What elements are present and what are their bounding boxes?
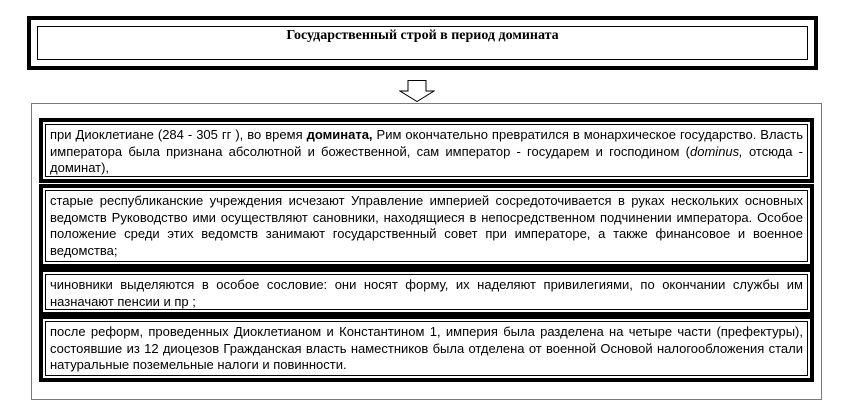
list-item bbox=[39, 315, 814, 382]
list-item bbox=[39, 118, 814, 183]
diagram-title: Государственный строй в период домината bbox=[286, 28, 559, 43]
title-box bbox=[27, 16, 818, 70]
list-item-text: чиновники выделяются в особое сословие: они носят форму, их наделяют привилегиями, по окончании службы им назначают пенсии и пр ; bbox=[45, 274, 808, 310]
emphasis-italic: dominus, bbox=[690, 143, 743, 159]
title-inner-frame bbox=[37, 26, 808, 60]
list-item bbox=[39, 268, 814, 316]
down-arrow-icon bbox=[399, 80, 435, 102]
emphasis-bold: домината, bbox=[306, 127, 373, 142]
list-item bbox=[39, 184, 814, 268]
list-item-text: старые республиканские учреждения исчезают Управление империей сосредоточивается в руках нескольких основных ведомств Руководство ими осуществляют сановники, находящиеся в непосредственном подчинении императора. Особое положение среди этих ведомств занимают государственный совет при императоре, а также финансовое и военное ведомства; bbox=[45, 190, 808, 262]
list-item-text: после реформ, проведенных Диоклетианом и Константином 1, империя была разделена на четыре части (префектуры), состоявшие из 12 диоцезов Гражданская власть наместников была отделена от военной Основой налогообложения стали натуральные поземельные налоги и повинности. bbox=[45, 321, 808, 376]
list-item-text: при Диоклетиане (284 - 305 гг ), во время домината, Рим окончательно превратился в монархическое государство. Власть императора была признана абсолютной и божественной, сам император - государем и господином (dominus, отсюда - доминат), bbox=[45, 124, 808, 177]
